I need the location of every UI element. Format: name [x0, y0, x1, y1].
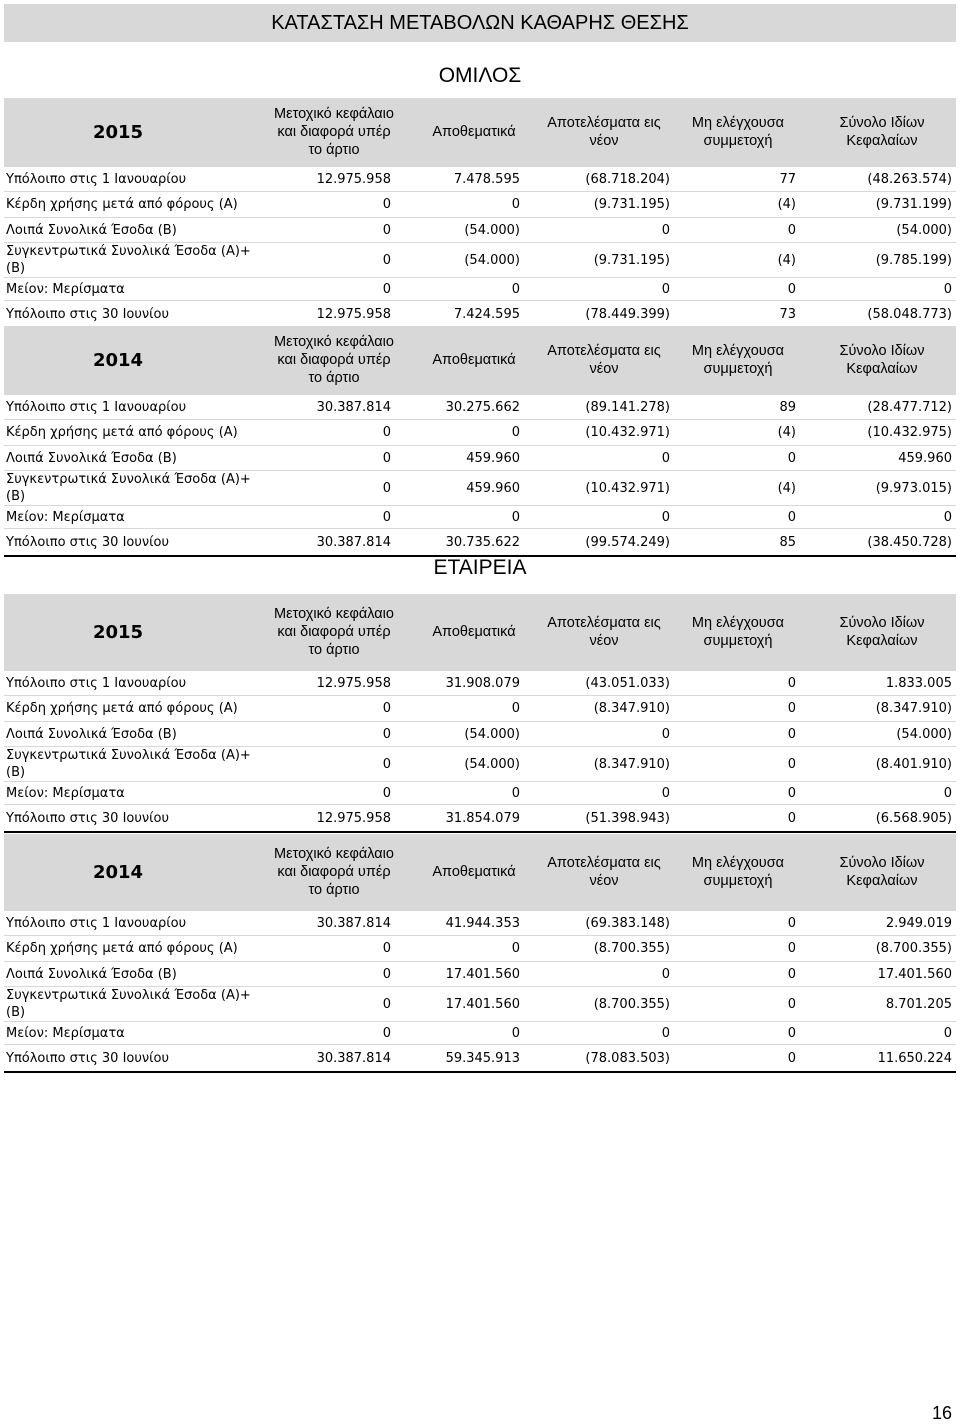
- cell-value: (54.000): [464, 222, 520, 238]
- cell-value: 0: [787, 222, 796, 238]
- cell-value: 30.735.622: [445, 534, 520, 550]
- table-header: [4, 834, 956, 910]
- cell-value: 0: [661, 1025, 670, 1041]
- column-header: Σύνολο Ιδίων Κεφαλαίων: [839, 855, 925, 889]
- cell-value: 7.424.595: [453, 306, 520, 322]
- cell-value: 8.701.205: [885, 996, 952, 1012]
- row-label: Υπόλοιπο στις 1 Ιανουαρίου: [6, 171, 187, 187]
- column-header: Αποθεματικά: [432, 352, 516, 368]
- cell-value: (9.785.199): [875, 252, 952, 268]
- cell-value: 0: [511, 425, 520, 440]
- table-row: [4, 670, 956, 695]
- cell-value: 0: [787, 810, 796, 826]
- row-label: Λοιπά Συνολικά Έσοδα (Β): [6, 450, 177, 466]
- cell-value: 12.975.958: [316, 810, 391, 826]
- cell-value: 1.833.005: [885, 675, 952, 691]
- cell-value: (4): [777, 252, 796, 268]
- column-header: Μετοχικό κεφάλαιο και διαφορά υπέρ το άρτιο: [274, 606, 394, 658]
- cell-value: 0: [661, 450, 670, 466]
- row-label: Υπόλοιπο στις 30 Ιουνίου: [6, 534, 170, 550]
- row-label: Συγκεντρωτικά Συνολικά Έσοδα (Α)+(Β): [6, 988, 251, 1020]
- company-section-title: ΕΤΑΙΡΕΙΑ: [433, 556, 527, 579]
- row-label: Κέρδη χρήσης μετά από φόρους (Α): [6, 197, 238, 212]
- cell-value: 459.960: [466, 450, 520, 466]
- cell-value: 77: [779, 171, 796, 187]
- cell-value: (54.000): [464, 726, 520, 742]
- page-title: ΚΑΤΑΣΤΑΣΗ ΜΕΤΑΒΟΛΩΝ ΚΑΘΑΡΗΣ ΘΕΣΗΣ: [271, 12, 689, 34]
- row-label: Συγκεντρωτικά Συνολικά Έσοδα (Α)+(Β): [6, 748, 251, 780]
- cell-value: 12.975.958: [316, 171, 391, 187]
- cell-value: 0: [787, 966, 796, 982]
- table-row: [4, 505, 956, 528]
- table-row: [4, 781, 956, 804]
- group-2014-table: [4, 326, 956, 557]
- cell-value: 0: [787, 726, 796, 742]
- cell-value: 12.975.958: [316, 306, 391, 322]
- column-header: Μη ελέγχουσα συμμετοχή: [691, 615, 785, 649]
- cell-value: (9.731.199): [875, 197, 952, 212]
- cell-value: 30.387.814: [316, 399, 391, 415]
- cell-value: (8.347.910): [593, 701, 670, 716]
- cell-value: (8.401.910): [875, 756, 952, 772]
- cell-value: 17.401.560: [877, 966, 952, 982]
- table-row: [4, 191, 956, 217]
- cell-value: 73: [779, 306, 796, 322]
- cell-value: 11.650.224: [877, 1050, 952, 1066]
- cell-value: (28.477.712): [867, 399, 952, 415]
- column-header: Αποτελέσματα εις νέον: [547, 343, 661, 377]
- cell-value: (51.398.943): [585, 810, 670, 826]
- cell-value: 0: [943, 785, 952, 801]
- cell-value: 0: [382, 785, 391, 801]
- cell-value: 0: [511, 509, 520, 525]
- cell-value: (54.000): [464, 252, 520, 268]
- table-row: [4, 695, 956, 721]
- table-row: [4, 419, 956, 445]
- cell-value: (8.347.910): [875, 701, 952, 716]
- cell-value: 30.275.662: [445, 399, 520, 415]
- total-row: [4, 528, 956, 557]
- table-row: [4, 166, 956, 191]
- table-row: [4, 217, 956, 242]
- cell-value: (54.000): [896, 726, 952, 742]
- cell-value: 0: [382, 701, 391, 716]
- cell-value: (10.432.975): [867, 425, 952, 440]
- cell-value: 0: [511, 941, 520, 956]
- row-label: Υπόλοιπο στις 1 Ιανουαρίου: [6, 399, 187, 415]
- group-2015-table: [4, 98, 956, 329]
- cell-value: (4): [777, 480, 796, 496]
- cell-value: (9.731.195): [593, 252, 670, 268]
- cell-value: 0: [511, 197, 520, 212]
- cell-value: (78.449.399): [585, 306, 670, 322]
- row-label: Υπόλοιπο στις 30 Ιουνίου: [6, 1050, 170, 1066]
- cell-value: 0: [382, 222, 391, 238]
- table-row: [4, 394, 956, 419]
- cell-value: 0: [943, 1025, 952, 1041]
- row-label: Μείον: Μερίσματα: [6, 1025, 125, 1041]
- cell-value: (10.432.971): [585, 425, 670, 440]
- cell-value: 0: [661, 509, 670, 525]
- cell-value: (6.568.905): [875, 810, 952, 826]
- cell-value: 0: [943, 281, 952, 297]
- table-header: [4, 326, 956, 394]
- cell-value: 0: [511, 281, 520, 297]
- table-row: [4, 961, 956, 986]
- cell-value: 0: [787, 996, 796, 1012]
- page-number: 16: [931, 1403, 952, 1423]
- total-row: [4, 804, 956, 833]
- year-label: 2015: [92, 621, 144, 643]
- cell-value: 12.975.958: [316, 675, 391, 691]
- column-header: Σύνολο Ιδίων Κεφαλαίων: [839, 115, 925, 149]
- cell-value: 459.960: [466, 480, 520, 496]
- column-header: Αποθεματικά: [432, 624, 516, 640]
- table-row: [4, 242, 956, 277]
- row-label: Λοιπά Συνολικά Έσοδα (Β): [6, 222, 177, 238]
- cell-value: 0: [661, 966, 670, 982]
- cell-value: (8.700.355): [593, 941, 670, 956]
- year-label: 2014: [92, 861, 144, 883]
- company-2015-table: [4, 594, 956, 833]
- column-header: Μη ελέγχουσα συμμετοχή: [691, 343, 785, 377]
- table-row: [4, 986, 956, 1021]
- cell-value: 459.960: [898, 450, 952, 466]
- column-header: Αποτελέσματα εις νέον: [547, 855, 661, 889]
- cell-value: 2.949.019: [885, 915, 952, 931]
- cell-value: 0: [511, 701, 520, 716]
- column-header: Αποθεματικά: [432, 864, 516, 880]
- column-header: Αποτελέσματα εις νέον: [547, 615, 661, 649]
- cell-value: 0: [382, 425, 391, 440]
- cell-value: 0: [787, 1025, 796, 1041]
- table-row: [4, 910, 956, 935]
- cell-value: 0: [787, 941, 796, 956]
- cell-value: 17.401.560: [445, 996, 520, 1012]
- cell-value: 7.478.595: [453, 171, 520, 187]
- cell-value: (78.083.503): [585, 1050, 670, 1066]
- page-title-band: [4, 4, 956, 42]
- cell-value: 0: [382, 281, 391, 297]
- cell-value: (8.347.910): [593, 756, 670, 772]
- cell-value: 0: [382, 996, 391, 1012]
- cell-value: (48.263.574): [867, 171, 952, 187]
- cell-value: 0: [382, 966, 391, 982]
- cell-value: 0: [943, 509, 952, 525]
- cell-value: 59.345.913: [445, 1050, 520, 1066]
- table-row: [4, 1021, 956, 1044]
- total-row: [4, 300, 956, 329]
- cell-value: (99.574.249): [585, 534, 670, 550]
- column-header: Μετοχικό κεφάλαιο και διαφορά υπέρ το άρτιο: [274, 334, 394, 386]
- cell-value: 0: [661, 726, 670, 742]
- cell-value: 0: [382, 509, 391, 525]
- column-header: Σύνολο Ιδίων Κεφαλαίων: [839, 343, 925, 377]
- row-label: Υπόλοιπο στις 30 Ιουνίου: [6, 810, 170, 826]
- cell-value: (8.700.355): [875, 941, 952, 956]
- cell-value: 0: [787, 701, 796, 716]
- table-row: [4, 445, 956, 470]
- cell-value: 41.944.353: [445, 915, 520, 931]
- year-label: 2015: [92, 121, 144, 143]
- cell-value: 0: [661, 785, 670, 801]
- row-label: Συγκεντρωτικά Συνολικά Έσοδα (Α)+(Β): [6, 472, 251, 504]
- cell-value: 0: [787, 1050, 796, 1066]
- cell-value: (9.731.195): [593, 197, 670, 212]
- company-2014-table: [4, 834, 956, 1073]
- column-header: Μετοχικό κεφάλαιο και διαφορά υπέρ το άρτιο: [274, 106, 394, 158]
- cell-value: 31.908.079: [445, 675, 520, 691]
- cell-value: 0: [511, 1025, 520, 1041]
- cell-value: 0: [787, 509, 796, 525]
- row-label: Κέρδη χρήσης μετά από φόρους (Α): [6, 425, 238, 440]
- table-header: [4, 98, 956, 166]
- cell-value: 0: [382, 941, 391, 956]
- table-row: [4, 721, 956, 746]
- table-row: [4, 935, 956, 961]
- column-header: Αποτελέσματα εις νέον: [547, 115, 661, 149]
- cell-value: 31.854.079: [445, 810, 520, 826]
- cell-value: 85: [779, 534, 796, 550]
- cell-value: (10.432.971): [585, 480, 670, 496]
- column-header: Σύνολο Ιδίων Κεφαλαίων: [839, 615, 925, 649]
- cell-value: 0: [382, 726, 391, 742]
- group-section-title: ΟΜΙΛΟΣ: [438, 64, 522, 87]
- cell-value: (68.718.204): [585, 171, 670, 187]
- row-label: Συγκεντρωτικά Συνολικά Έσοδα (Α)+(Β): [6, 244, 251, 276]
- row-label: Κέρδη χρήσης μετά από φόρους (Α): [6, 701, 238, 716]
- row-label: Μείον: Μερίσματα: [6, 509, 125, 525]
- cell-value: (54.000): [896, 222, 952, 238]
- row-label: Υπόλοιπο στις 1 Ιανουαρίου: [6, 915, 187, 931]
- row-label: Λοιπά Συνολικά Έσοδα (Β): [6, 726, 177, 742]
- row-label: Υπόλοιπο στις 1 Ιανουαρίου: [6, 675, 187, 691]
- cell-value: (89.141.278): [585, 399, 670, 415]
- cell-value: (8.700.355): [593, 996, 670, 1012]
- cell-value: 17.401.560: [445, 966, 520, 982]
- cell-value: (4): [777, 425, 796, 440]
- row-label: Μείον: Μερίσματα: [6, 281, 125, 297]
- cell-value: 0: [787, 756, 796, 772]
- total-row: [4, 1044, 956, 1073]
- table-header: [4, 594, 956, 670]
- cell-value: 0: [511, 785, 520, 801]
- cell-value: 0: [382, 1025, 391, 1041]
- table-row: [4, 277, 956, 300]
- cell-value: 0: [787, 915, 796, 931]
- row-label: Κέρδη χρήσης μετά από φόρους (Α): [6, 941, 238, 956]
- year-label: 2014: [92, 349, 144, 371]
- cell-value: 0: [787, 675, 796, 691]
- cell-value: (4): [777, 197, 796, 212]
- cell-value: 30.387.814: [316, 915, 391, 931]
- cell-value: 0: [787, 281, 796, 297]
- cell-value: 30.387.814: [316, 1050, 391, 1066]
- cell-value: 30.387.814: [316, 534, 391, 550]
- table-row: [4, 746, 956, 781]
- cell-value: 89: [779, 399, 796, 415]
- cell-value: 0: [787, 450, 796, 466]
- cell-value: 0: [382, 252, 391, 268]
- cell-value: (43.051.033): [585, 675, 670, 691]
- column-header: Αποθεματικά: [432, 124, 516, 140]
- column-header: Μη ελέγχουσα συμμετοχή: [691, 115, 785, 149]
- column-header: Μη ελέγχουσα συμμετοχή: [691, 855, 785, 889]
- cell-value: (38.450.728): [867, 534, 952, 550]
- row-label: Υπόλοιπο στις 30 Ιουνίου: [6, 306, 170, 322]
- row-label: Μείον: Μερίσματα: [6, 785, 125, 801]
- cell-value: (54.000): [464, 756, 520, 772]
- column-header: Μετοχικό κεφάλαιο και διαφορά υπέρ το άρτιο: [274, 846, 394, 898]
- cell-value: 0: [382, 480, 391, 496]
- cell-value: 0: [787, 785, 796, 801]
- cell-value: (58.048.773): [867, 306, 952, 322]
- cell-value: 0: [661, 222, 670, 238]
- cell-value: (69.383.148): [585, 915, 670, 931]
- cell-value: 0: [661, 281, 670, 297]
- cell-value: 0: [382, 756, 391, 772]
- cell-value: 0: [382, 197, 391, 212]
- row-label: Λοιπά Συνολικά Έσοδα (Β): [6, 966, 177, 982]
- cell-value: (9.973.015): [875, 480, 952, 496]
- cell-value: 0: [382, 450, 391, 466]
- table-row: [4, 470, 956, 505]
